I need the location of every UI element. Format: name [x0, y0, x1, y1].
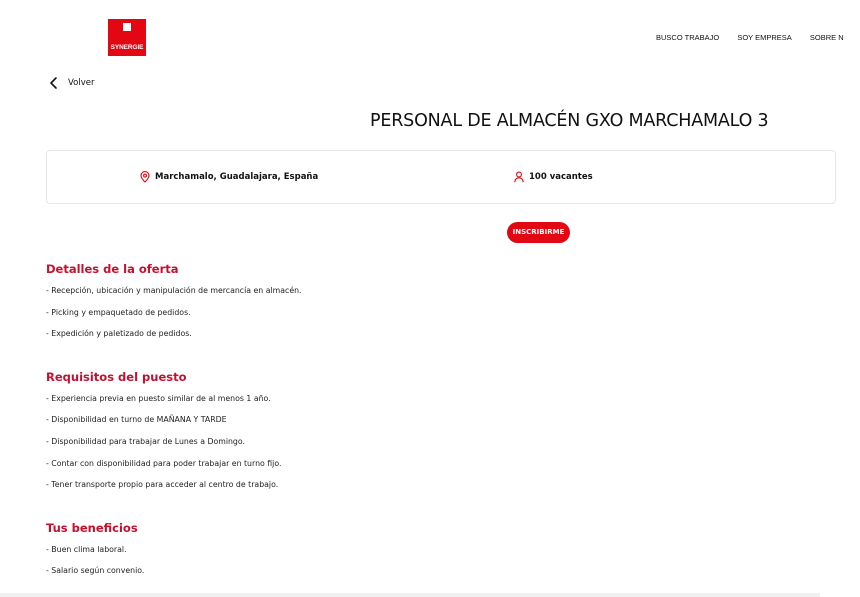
list-item: - Buen clima laboral.	[46, 545, 127, 554]
job-vacancies-text: 100 vacantes	[529, 172, 593, 182]
job-location	[139, 171, 318, 183]
person-icon	[513, 171, 525, 183]
list-item: - Tener transporte propio para acceder al centro de trabajo.	[46, 480, 279, 489]
back-label: Volver	[68, 78, 95, 88]
section-title-detalles: Detalles de la oferta	[46, 262, 179, 276]
nav-item-sobre[interactable]: SOBRE N	[809, 33, 844, 42]
apply-button[interactable]: INSCRIBIRME	[507, 222, 570, 243]
nav-item-soy-empresa[interactable]: SOY EMPRESA	[737, 33, 792, 42]
list-item: - Experiencia previa en puesto similar de al menos 1 año.	[46, 394, 271, 403]
list-item: - Disponibilidad en turno de MAÑANA Y TARDE	[46, 415, 227, 424]
list-item: - Disponibilidad para trabajar de Lunes a Domingo.	[46, 437, 245, 446]
list-item: - Salario según convenio.	[46, 566, 145, 575]
logo-square-icon	[123, 23, 131, 31]
chevron-left-icon	[49, 77, 59, 89]
section-title-requisitos: Requisitos del puesto	[46, 370, 187, 384]
section-title-beneficios: Tus beneficios	[46, 521, 138, 535]
back-link[interactable]	[49, 77, 94, 89]
main-nav	[656, 33, 860, 42]
job-location-text: Marchamalo, Guadalajara, España	[155, 172, 319, 182]
list-item: - Expedición y paletizado de pedidos.	[46, 329, 192, 338]
job-vacancies	[513, 171, 593, 183]
list-item: - Contar con disponibilidad para poder trabajar en turno fijo.	[46, 459, 282, 468]
job-title: PERSONAL DE ALMACÉN GXO MARCHAMALO 3	[370, 111, 769, 131]
list-item: - Picking y empaquetado de pedidos.	[46, 308, 191, 317]
page-bottom-divider	[0, 593, 820, 597]
list-item: - Recepción, ubicación y manipulación de mercancía en almacén.	[46, 286, 302, 295]
job-info-box	[46, 150, 836, 204]
map-pin-icon	[139, 171, 151, 183]
nav-item-busco-trabajo[interactable]: BUSCO TRABAJO	[656, 33, 720, 42]
logo-text: SYNERGIE	[110, 44, 144, 51]
synergie-logo[interactable]	[108, 19, 146, 56]
